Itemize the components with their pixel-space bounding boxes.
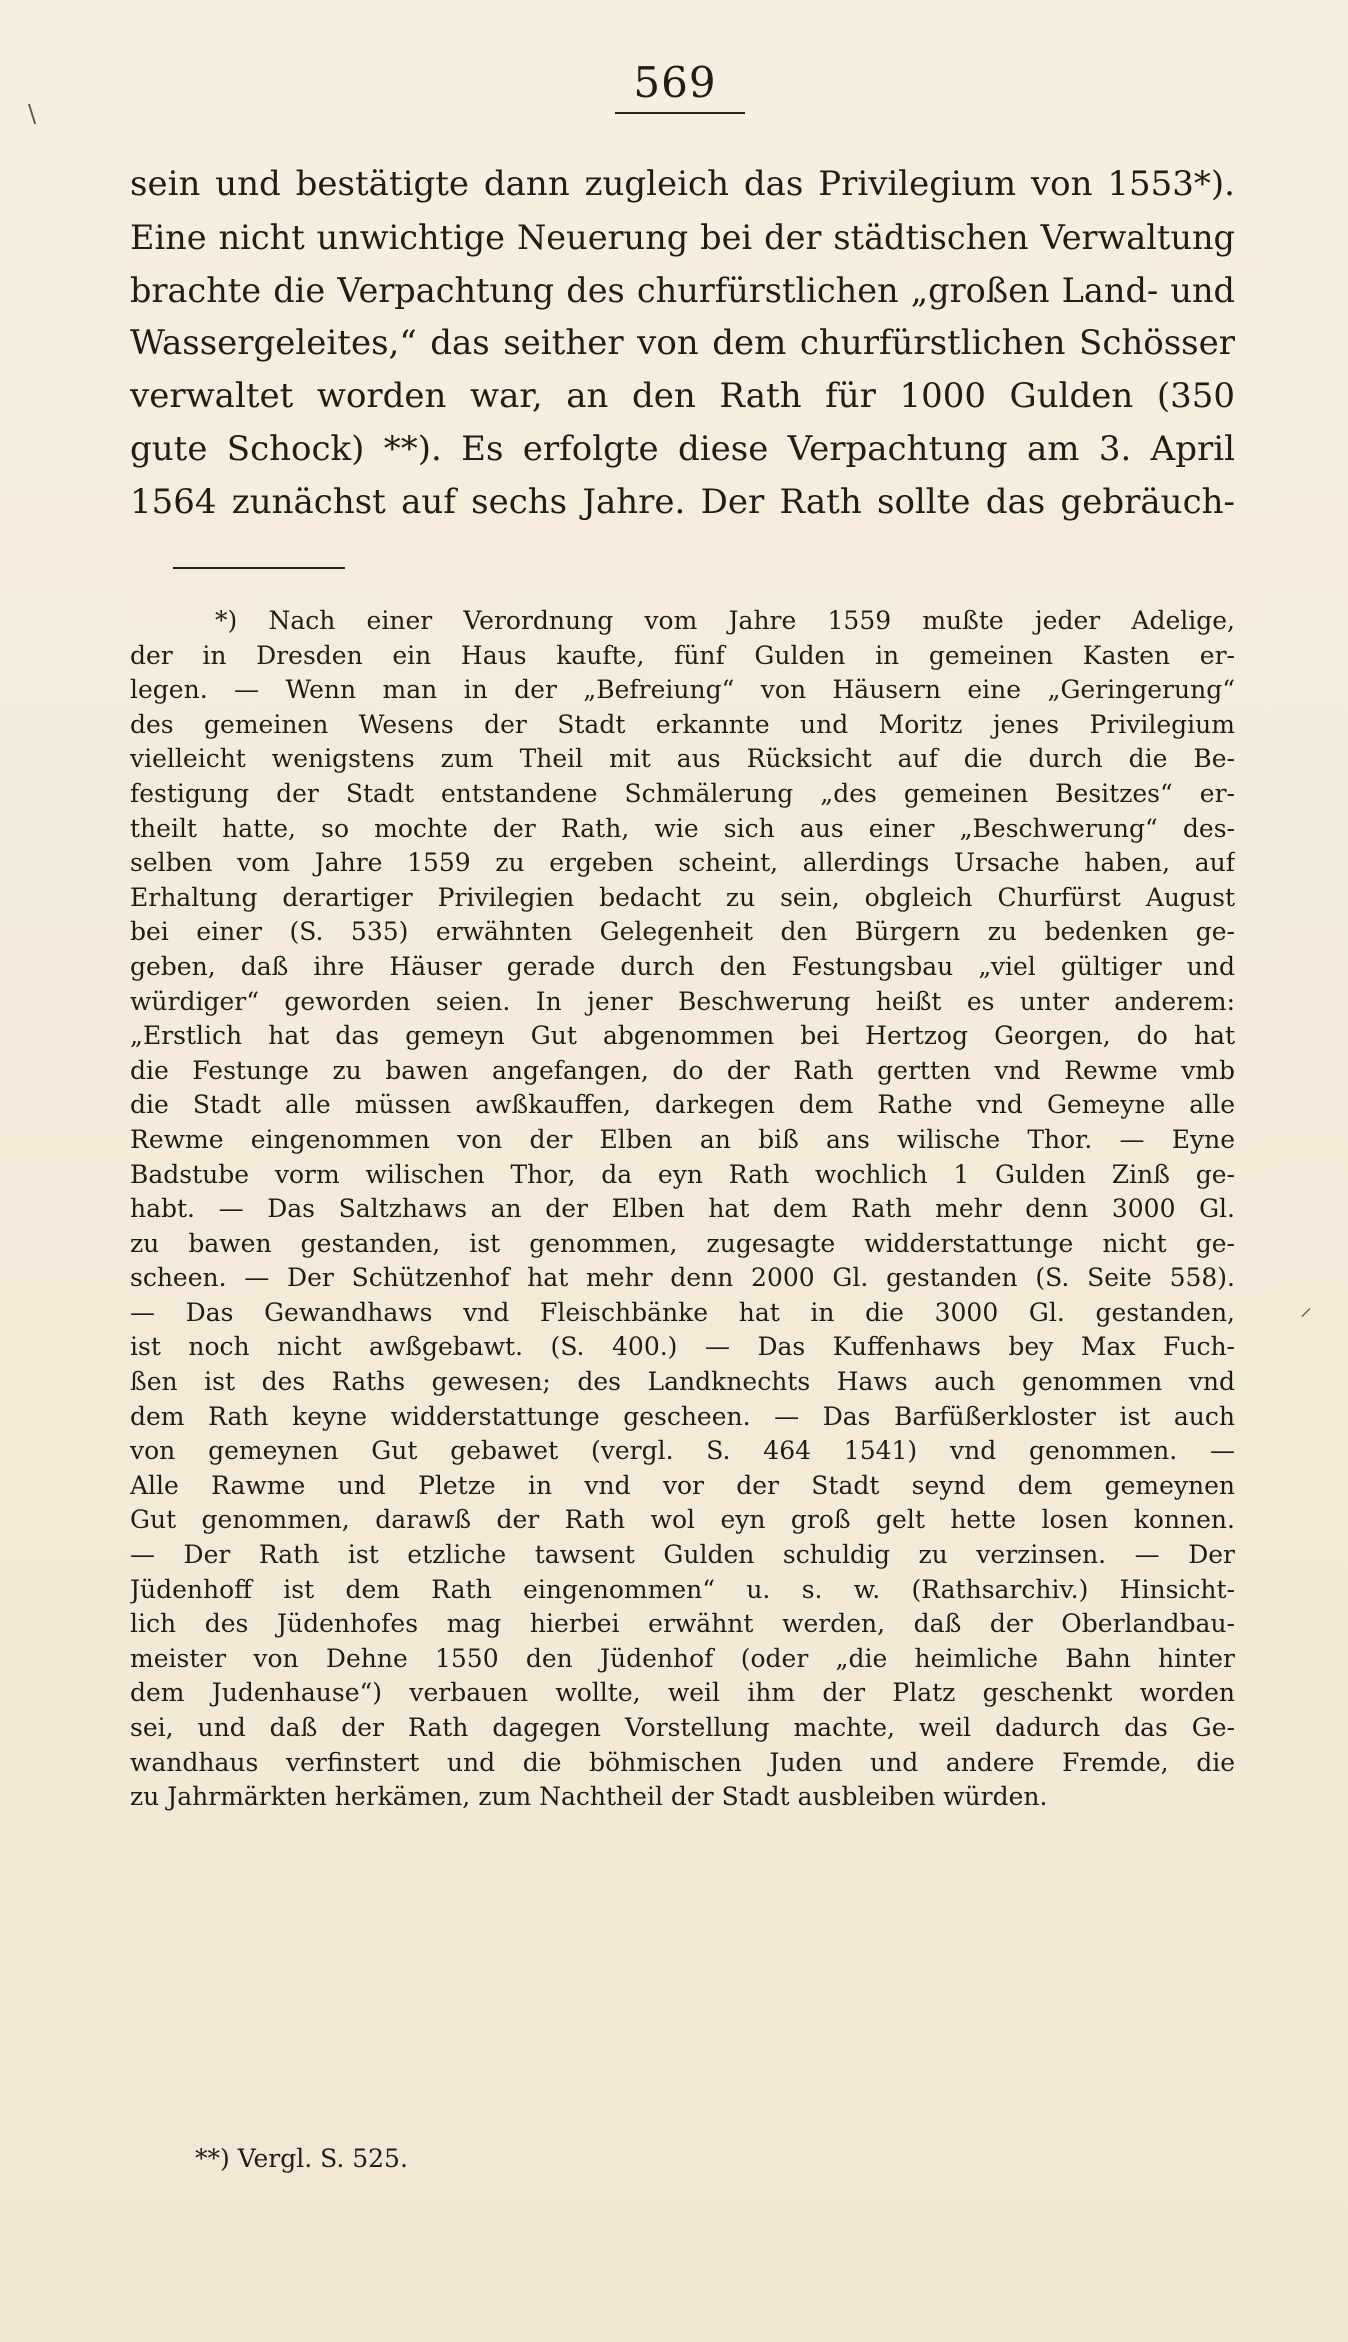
footnote-line: dem Judenhause“) verbauen wollte, weil ihm der Platz geschenkt worden	[130, 1678, 1235, 1708]
footnote-line: wandhaus verfinstert und die böhmischen Juden und andere Fremde, die	[130, 1747, 1235, 1777]
footnote-line: ßen ist des Raths gewesen; des Landknechts Haws auch genommen vnd	[130, 1367, 1235, 1397]
footnote-line: — Das Gewandhaws vnd Fleischbänke hat in die 3000 Gl. gestanden,	[130, 1297, 1235, 1327]
footnote-line: Badstube vorm wilischen Thor, da eyn Rath wochlich 1 Gulden Zinß ge-	[130, 1159, 1235, 1189]
text-line: brachte die Verpachtung des churfürstlichen „großen Land- und	[130, 271, 1235, 310]
footnote-line: zu Jahrmärkten herkämen, zum Nachtheil der Stadt ausbleiben würden.	[130, 1782, 1048, 1812]
footnote-line: ist noch nicht awßgebawt. (S. 400.) — Das Kuffenhaws bey Max Fuch-	[130, 1332, 1235, 1362]
footnote-line: „Erstlich hat das gemeyn Gut abgenommen bei Hertzog Georgen, do hat	[130, 1021, 1235, 1051]
margin-mark: ⸝	[1300, 1293, 1312, 1321]
footnote-line: die Stadt alle müssen awßkauffen, darkegen dem Rathe vnd Gemeyne alle	[130, 1090, 1235, 1120]
footnote-line: festigung der Stadt entstandene Schmälerung „des gemeinen Besitzes“ er-	[130, 778, 1235, 808]
page-number: 569	[633, 58, 717, 107]
footnote-line: lich des Jüdenhofes mag hierbei erwähnt werden, daß der Oberlandbau-	[130, 1609, 1235, 1639]
page-number-underline	[615, 112, 745, 114]
footnote-line: die Festunge zu bawen angefangen, do der Rath gertten vnd Rewme vmb	[130, 1055, 1235, 1085]
footnote-line: Jüdenhoff ist dem Rath eingenommen“ u. s. w. (Rathsarchiv.) Hinsicht-	[130, 1574, 1235, 1604]
footnote-line: der in Dresden ein Haus kaufte, fünf Gulden in gemeinen Kasten er-	[130, 640, 1235, 670]
footnote-line: von gemeynen Gut gebawet (vergl. S. 464 1541) vnd genommen. —	[130, 1436, 1235, 1466]
footnote-line: scheen. — Der Schützenhof hat mehr denn 2000 Gl. gestanden (S. Seite 558).	[130, 1263, 1235, 1293]
footnote-line: des gemeinen Wesens der Stadt erkannte und Moritz jenes Privilegium	[130, 709, 1235, 739]
footnote-2: **) Vergl. S. 525.	[195, 2144, 408, 2173]
footnote-line: Alle Rawme und Pletze in vnd vor der Stadt seynd dem gemeynen	[130, 1470, 1235, 1500]
footnote-line: vielleicht wenigstens zum Theil mit aus Rücksicht auf die durch die Be-	[130, 744, 1235, 774]
text-line: 1564 zunächst auf sechs Jahre. Der Rath sollte das gebräuch-	[130, 482, 1235, 522]
text-line: gute Schock) **). Es erfolgte diese Verpachtung am 3. April	[130, 429, 1235, 469]
footnote-line: *) Nach einer Verordnung vom Jahre 1559 mußte jeder Adelige,	[215, 606, 1235, 635]
footnote-line: Erhaltung derartiger Privilegien bedacht zu sein, obgleich Churfürst August	[130, 882, 1235, 912]
text-line: Eine nicht unwichtige Neuerung bei der städtischen Verwaltung	[130, 218, 1235, 257]
footnote-line: würdiger“ geworden seien. In jener Beschwerung heißt es unter anderem:	[130, 986, 1235, 1016]
footnote-line: selben vom Jahre 1559 zu ergeben scheint, allerdings Ursache haben, auf	[130, 848, 1235, 878]
footnote-line: geben, daß ihre Häuser gerade durch den Festungsbau „viel gültiger und	[130, 951, 1235, 981]
footnote-line: — Der Rath ist etzliche tawsent Gulden schuldig zu verzinsen. — Der	[130, 1540, 1235, 1570]
text-line: sein und bestätigte dann zugleich das Privilegium von 1553*).	[130, 164, 1235, 204]
footnote-separator	[173, 567, 345, 569]
text-line: Wassergeleites,“ das seither von dem churfürstlichen Schösser	[130, 323, 1235, 363]
footnote-line: meister von Dehne 1550 den Jüdenhof (oder „die heimliche Bahn hinter	[130, 1643, 1235, 1673]
footnote-line: habt. — Das Saltzhaws an der Elben hat dem Rath mehr denn 3000 Gl.	[130, 1194, 1235, 1224]
footnote-line: Gut genommen, darawß der Rath wol eyn groß gelt hette losen konnen.	[130, 1505, 1235, 1535]
footnote-line: zu bawen gestanden, ist genommen, zugesagte widderstattunge nicht ge-	[130, 1228, 1235, 1258]
margin-mark: \	[28, 100, 37, 128]
footnote-line: Rewme eingenommen von der Elben an biß ans wilische Thor. — Eyne	[130, 1124, 1235, 1154]
footnote-line: legen. — Wenn man in der „Befreiung“ von Häusern eine „Geringerung“	[130, 675, 1235, 705]
footnote-line: sei, und daß der Rath dagegen Vorstellung machte, weil dadurch das Ge-	[130, 1713, 1235, 1742]
text-line: verwaltet worden war, an den Rath für 1000 Gulden (350	[130, 376, 1235, 416]
footnote-line: bei einer (S. 535) erwähnten Gelegenheit den Bürgern zu bedenken ge-	[130, 917, 1235, 947]
footnote-line: dem Rath keyne widderstattunge gescheen. — Das Barfüßerkloster ist auch	[130, 1401, 1235, 1431]
footnote-1	[130, 604, 1235, 1815]
main-text	[130, 158, 1235, 529]
footnote-line: theilt hatte, so mochte der Rath, wie sich aus einer „Beschwerung“ des-	[130, 813, 1235, 843]
